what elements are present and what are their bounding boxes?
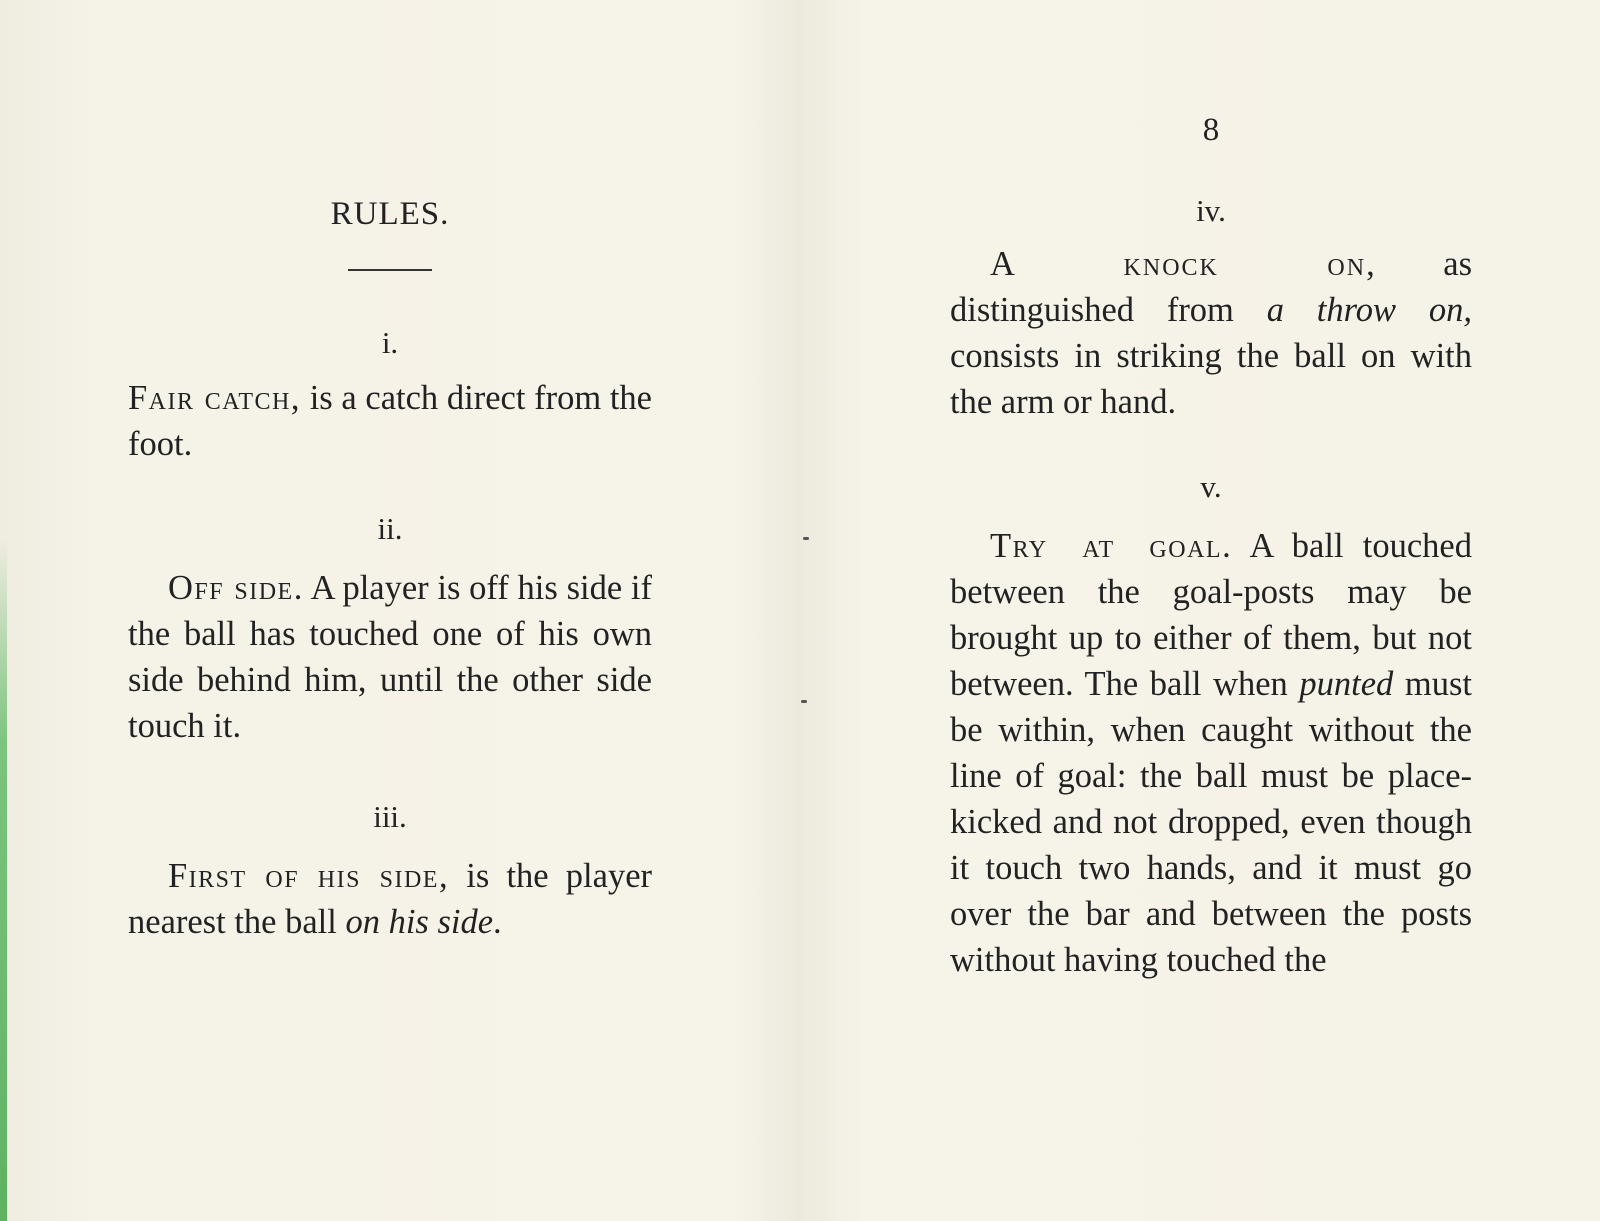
left-page [128, 0, 652, 945]
rule-term: Try at goal. [990, 527, 1233, 565]
rule-text: A ball touched between the goal-posts may be brought up to either of them, but not between. The ball when [950, 527, 1472, 703]
rule-2-paragraph [128, 565, 652, 749]
rule-numeral: v. [1200, 469, 1222, 504]
rule-4-paragraph [950, 241, 1472, 425]
rule-numeral: iii. [373, 799, 407, 834]
gutter-mark-bottom [801, 700, 807, 703]
page-number: 8 [1202, 112, 1220, 148]
rule-term: Fair catch, [128, 379, 302, 417]
rule-text: is a catch direct from the foot. [128, 379, 652, 463]
rule-italic-text: a throw on, [1266, 291, 1472, 329]
gutter-mark-top [803, 537, 809, 540]
rule-text: must be within, when caught without the line of goal: the ball must be place-kicked and not dropped, even though it touch two hands, and it must go over the bar and between the posts without having touched the [950, 665, 1472, 979]
rule-numeral: iv. [1196, 193, 1226, 228]
rule-term: Off side. [168, 569, 304, 607]
rule-5-paragraph [950, 523, 1472, 983]
rule-italic-text: punted [1299, 665, 1394, 703]
page-heading: RULES. [330, 196, 450, 232]
right-page [950, 0, 1472, 983]
rule-text: consists in striking the ball on with the arm or hand. [950, 337, 1472, 421]
rule-text: . [493, 903, 502, 941]
rule-numeral: i. [381, 325, 399, 360]
rule-numeral: ii. [377, 511, 403, 546]
rule-1-paragraph [128, 375, 652, 467]
green-edge-decoration [0, 540, 7, 1221]
heading-rule [348, 269, 432, 271]
rule-term: First of his side, [168, 857, 450, 895]
rule-text: as distinguished from [950, 245, 1472, 329]
rule-3-paragraph [128, 853, 652, 945]
rule-text: A player is off his side if the ball has touched one of his own side behind him, until the other side touch it. [128, 569, 652, 745]
rule-text: is the player nearest the ball [128, 857, 652, 941]
rule-italic-text: on his side [345, 903, 494, 941]
rule-term: A knock on, [990, 245, 1377, 283]
